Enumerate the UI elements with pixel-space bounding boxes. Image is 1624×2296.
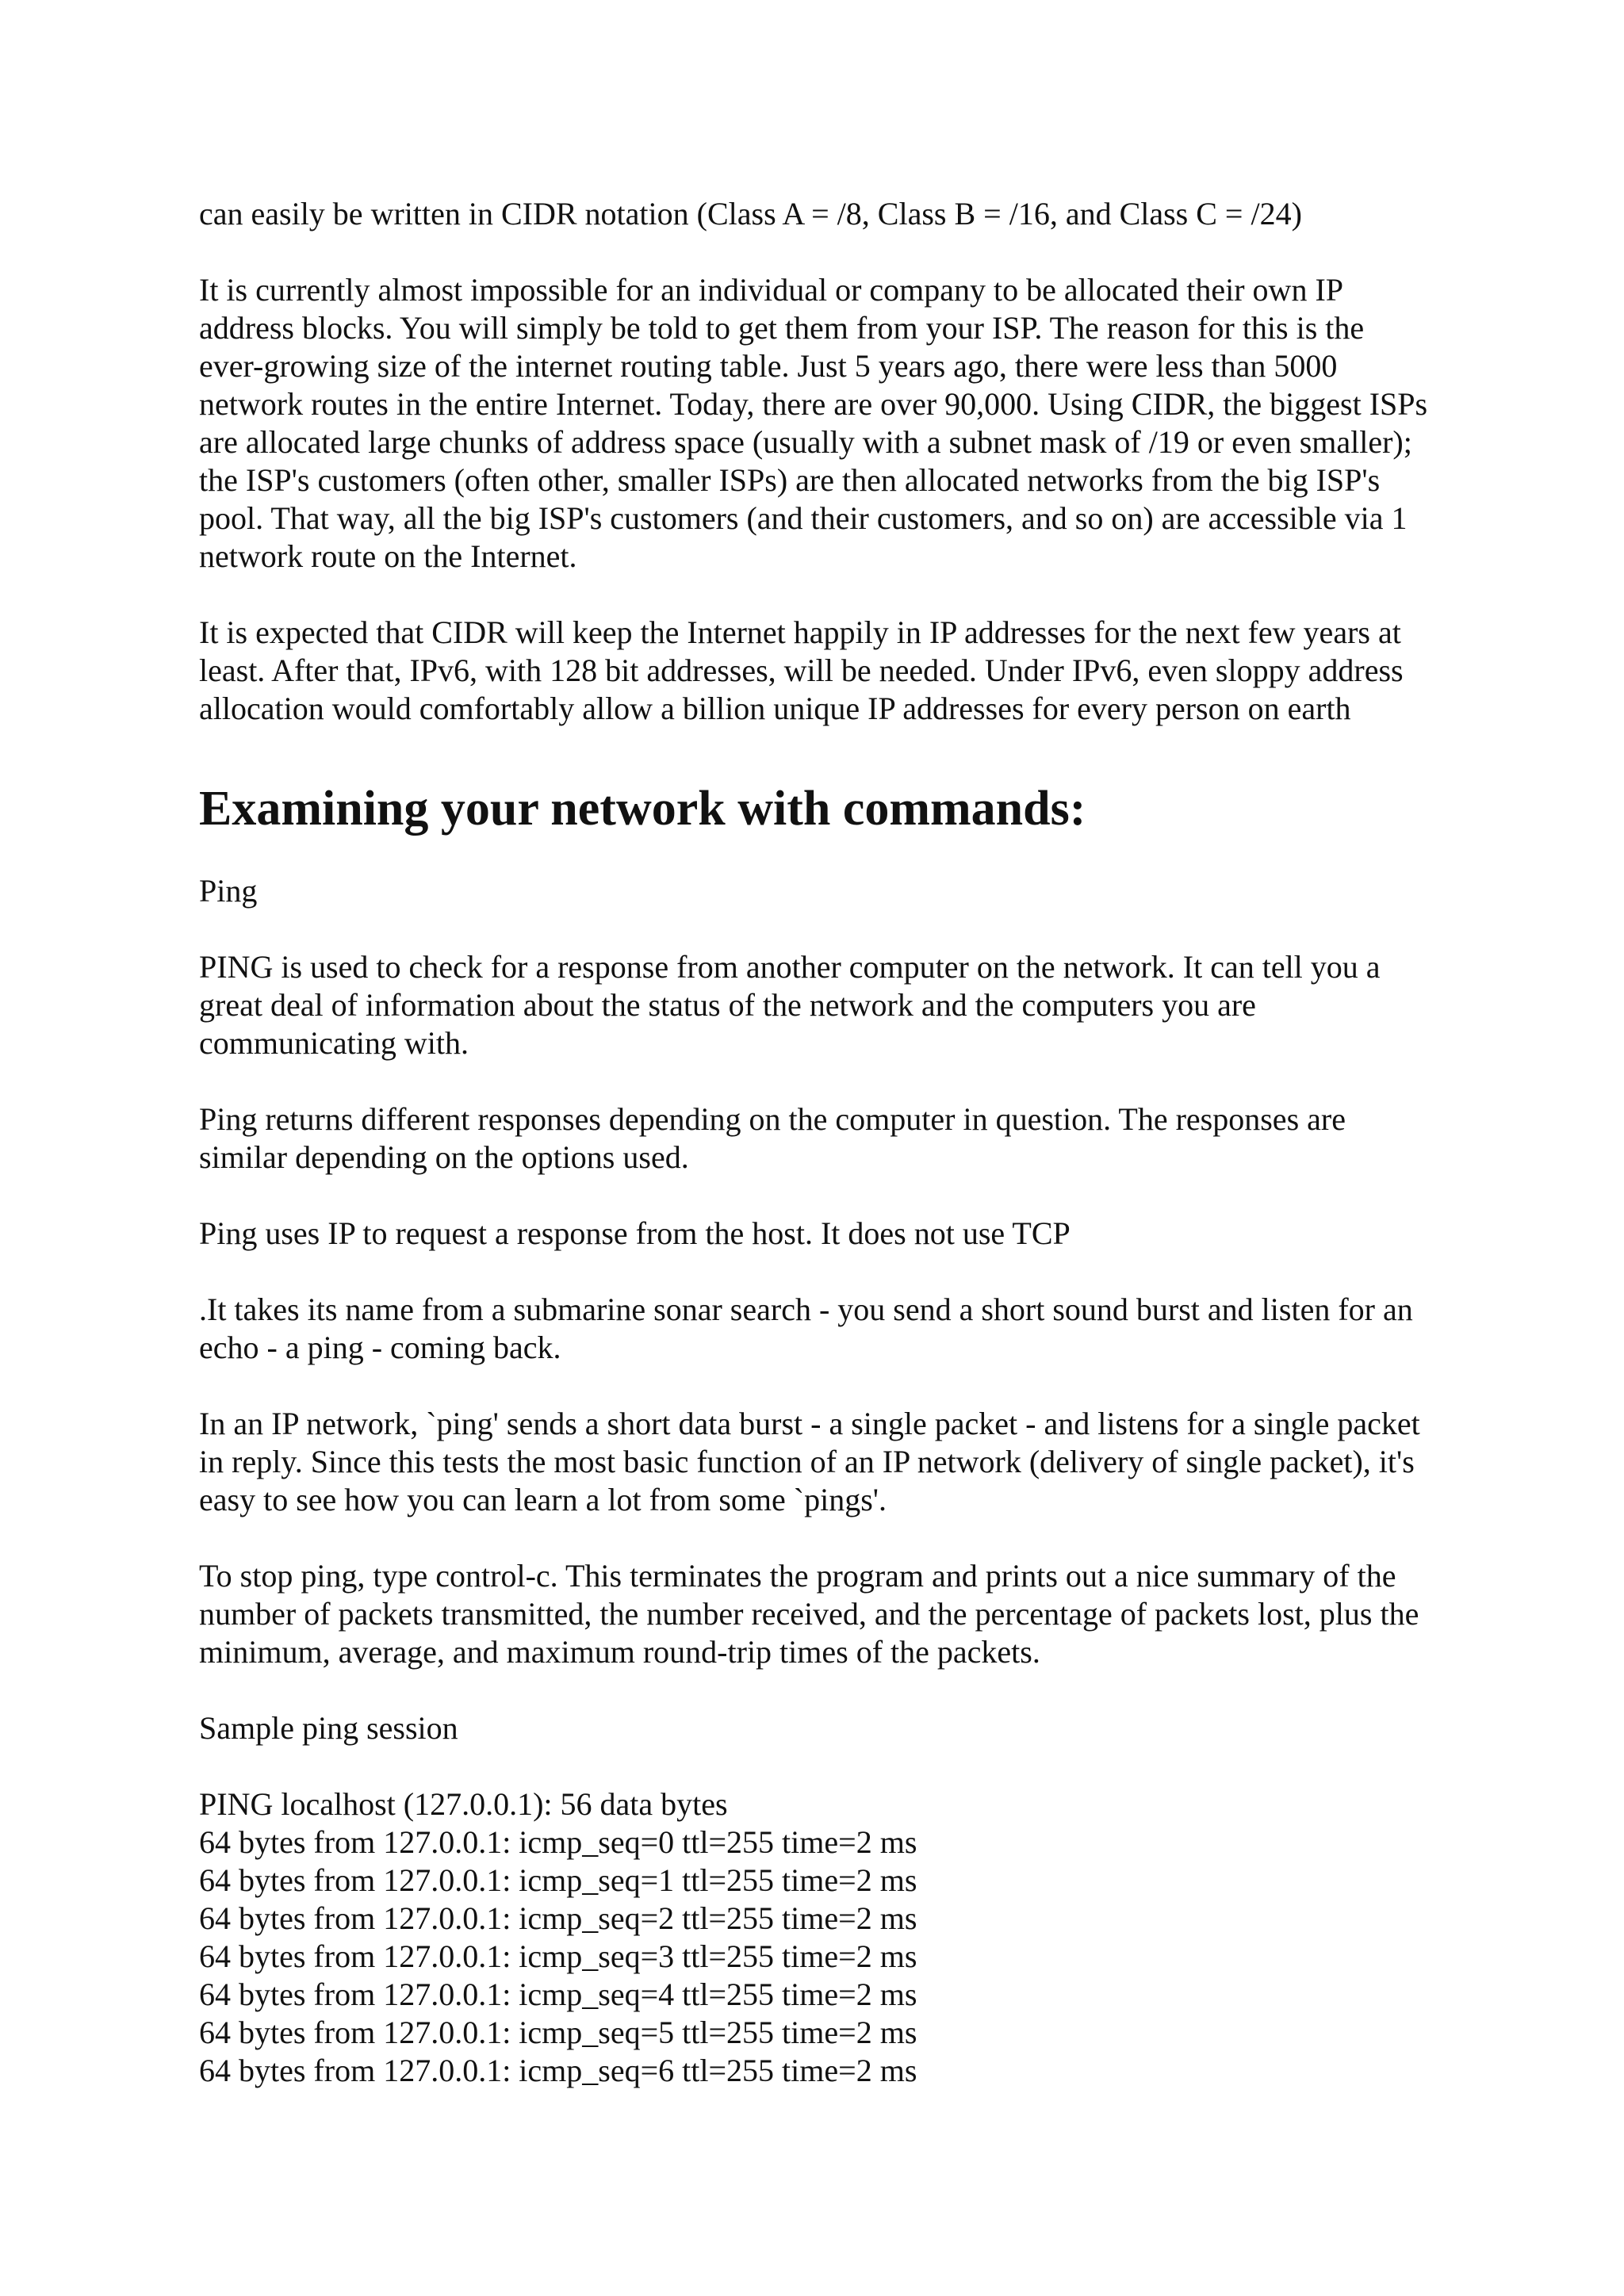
ping-session-line: 64 bytes from 127.0.0.1: icmp_seq=3 ttl=255 time=2 ms [199,1938,917,1974]
ping-session-line: 64 bytes from 127.0.0.1: icmp_seq=4 ttl=255 time=2 ms [199,1976,917,2012]
paragraph-ping-name: .It takes its name from a submarine sonar search - you send a short sound burst and listen for an echo - a ping - coming back. [199,1292,1413,1365]
ping-session-line: 64 bytes from 127.0.0.1: icmp_seq=1 ttl=255 time=2 ms [199,1862,917,1898]
paragraph-cidr-notation: can easily be written in CIDR notation (Class A = /8, Class B = /16, and Class C = /24) [199,196,1302,232]
ping-session-line: 64 bytes from 127.0.0.1: icmp_seq=6 ttl=255 time=2 ms [199,2053,917,2088]
paragraph-ping-purpose: PING is used to check for a response from another computer on the network. It can tell you a great deal of information about the status of the network and the computers you are communicating with. [199,949,1381,1061]
paragraph-ipv6: It is expected that CIDR will keep the Internet happily in IP addresses for the next few years at least. After that, IPv6, with 128 bit addresses, will be needed. Under IPv6, even sloppy address allocation would comfortably allow a billion unique IP addresses for every person on earth [199,614,1404,726]
ping-session-line: PING localhost (127.0.0.1): 56 data bytes [199,1786,728,1822]
paragraph-ping-ip: Ping uses IP to request a response from the host. It does not use TCP [199,1215,1071,1251]
ping-session-output [199,1785,1436,2090]
ping-session-line: 64 bytes from 127.0.0.1: icmp_seq=2 ttl=255 time=2 ms [199,1900,917,1936]
ping-session-line: 64 bytes from 127.0.0.1: icmp_seq=0 ttl=255 time=2 ms [199,1824,917,1860]
paragraph-ping-responses: Ping returns different responses depending on the computer in question. The responses are similar depending on the options used. [199,1101,1346,1175]
paragraph-ping-packet: In an IP network, `ping' sends a short data burst - a single packet - and listens for a single packet in reply. Since this tests the most basic function of an IP network (delivery of single packet), it's easy to see how you can learn a lot from some `pings'. [199,1406,1420,1517]
ping-session-line: 64 bytes from 127.0.0.1: icmp_seq=5 ttl=255 time=2 ms [199,2015,917,2050]
document-page [199,195,1436,2090]
paragraph-ping-stop: To stop ping, type control-c. This terminates the program and prints out a nice summary of the number of packets transmitted, the number received, and the percentage of packets lost, plus the minimum, average, and maximum round-trip times of the packets. [199,1558,1419,1670]
paragraph-sample-session: Sample ping session [199,1710,458,1746]
paragraph-ip-allocation: It is currently almost impossible for an individual or company to be allocated their own IP address blocks. You will simply be told to get them from your ISP. The reason for this is the ever-growing size of the internet routing table. Just 5 years ago, there were less than 5000 network routes in the entire Internet. Today, there are over 90,000. Using CIDR, the biggest ISPs are allocated large chunks of address space (usually with a subnet mask of /19 or even smaller); the ISP's customers (often other, smaller ISPs) are then allocated networks from the big ISP's pool. That way, all the big ISP's customers (and their customers, and so on) are accessible via 1 network route on the Internet. [199,272,1428,574]
section-heading: Examining your network with commands: [199,782,1086,836]
paragraph-ping-title: Ping [199,873,258,909]
